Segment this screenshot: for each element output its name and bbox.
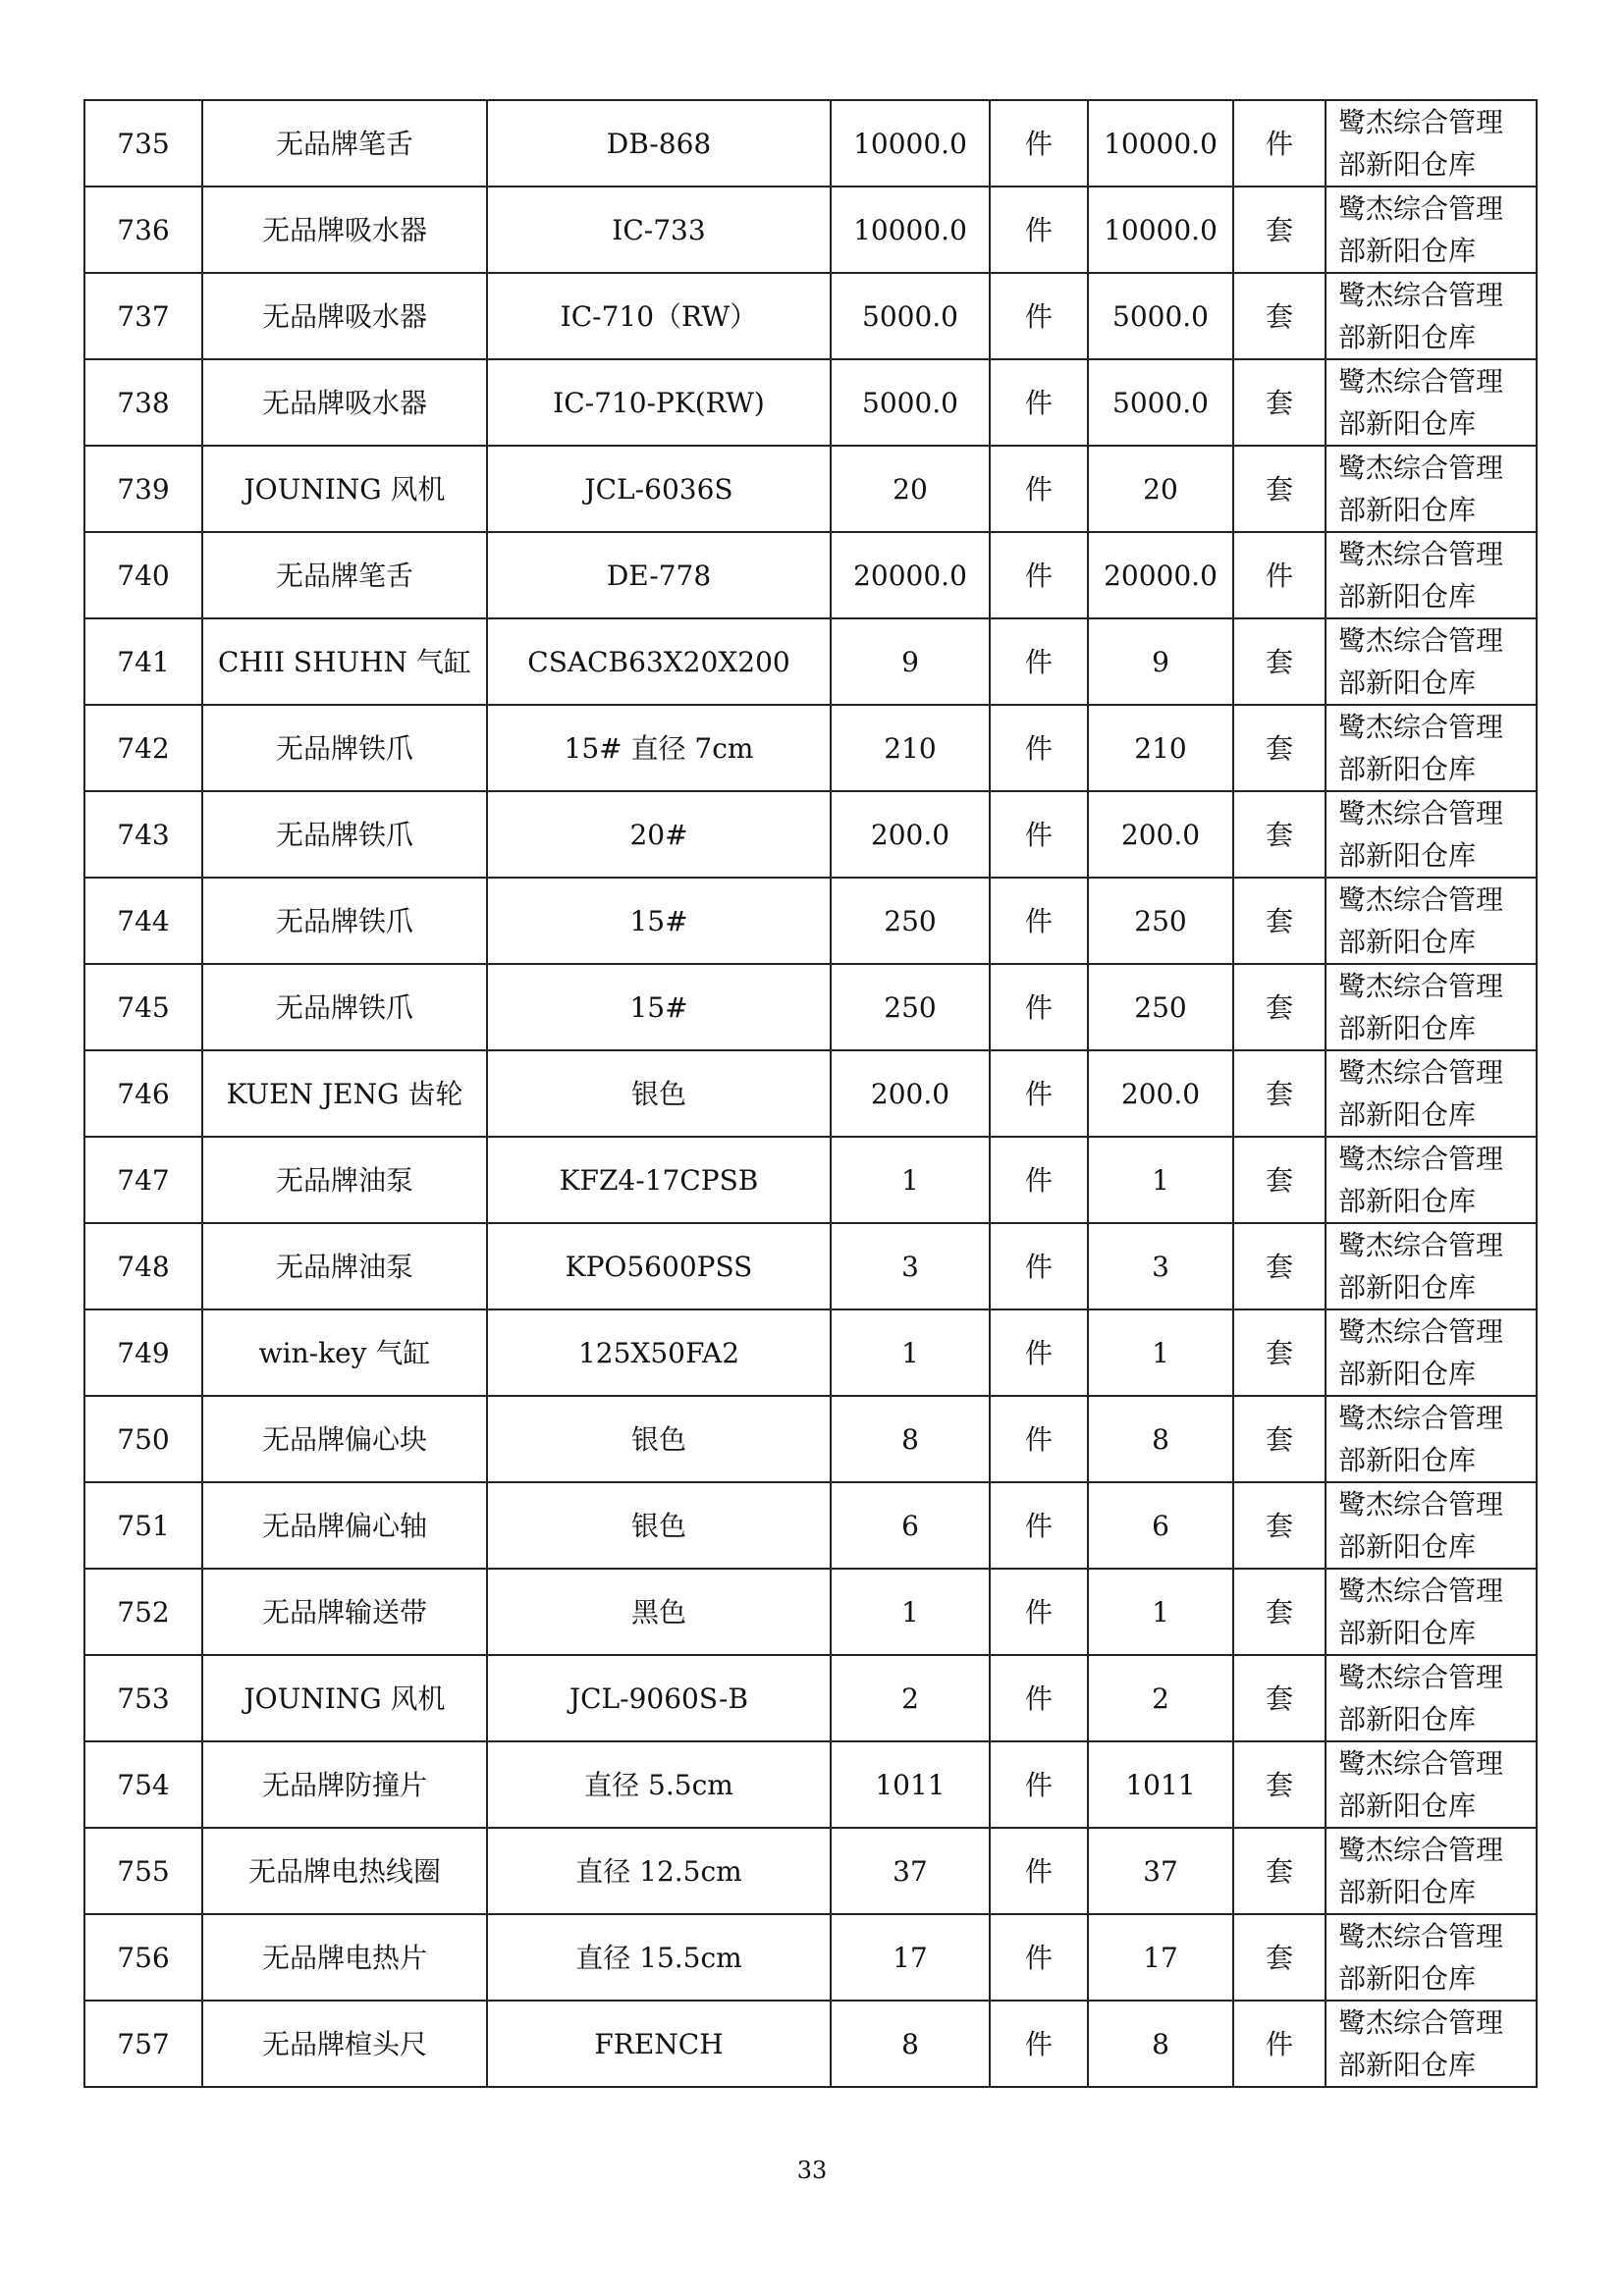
- location-cell: [1326, 618, 1537, 705]
- location-line: 部新阳仓库: [1338, 1876, 1477, 1908]
- location-cell: [1326, 1828, 1537, 1914]
- item-spec-cell: IC-733: [487, 187, 831, 273]
- unit-cell: 件: [1233, 100, 1326, 187]
- item-number-cell: 748: [84, 1223, 202, 1309]
- location-cell: [1326, 705, 1537, 791]
- item-spec-cell: 15#: [487, 964, 831, 1050]
- quantity-cell: 17: [831, 1914, 990, 2001]
- item-number-cell: 744: [84, 878, 202, 964]
- quantity-cell: 1: [831, 1569, 990, 1655]
- location-cell: [1326, 446, 1537, 532]
- quantity-cell: 210: [831, 705, 990, 791]
- unit-cell: 件: [990, 2001, 1088, 2087]
- quantity-cell: 2: [1088, 1655, 1233, 1741]
- item-spec-cell: CSACB63X20X200: [487, 618, 831, 705]
- item-spec-cell: 银色: [487, 1396, 831, 1482]
- inventory-table: [83, 99, 1538, 2088]
- item-name-cell: 无品牌铁爪: [202, 878, 487, 964]
- item-spec-cell: IC-710-PK(RW): [487, 359, 831, 446]
- item-spec-cell: 15# 直径 7cm: [487, 705, 831, 791]
- location-line: 鹭杰综合管理: [1338, 883, 1504, 916]
- unit-cell: 套: [1233, 705, 1326, 791]
- quantity-cell: 1: [1088, 1309, 1233, 1396]
- quantity-cell: 8: [1088, 2001, 1233, 2087]
- quantity-cell: 5000.0: [1088, 359, 1233, 446]
- item-spec-cell: DB-868: [487, 100, 831, 187]
- unit-cell: 件: [990, 1828, 1088, 1914]
- item-number-cell: 750: [84, 1396, 202, 1482]
- unit-cell: 件: [990, 1655, 1088, 1741]
- quantity-cell: 5000.0: [1088, 273, 1233, 359]
- quantity-cell: 3: [831, 1223, 990, 1309]
- item-name-cell: 无品牌铁爪: [202, 705, 487, 791]
- item-number-cell: 756: [84, 1914, 202, 2001]
- quantity-cell: 1: [831, 1137, 990, 1223]
- item-spec-cell: 20#: [487, 791, 831, 878]
- location-cell: [1326, 1137, 1537, 1223]
- unit-cell: 件: [990, 878, 1088, 964]
- table-row: [84, 705, 1537, 791]
- location-line: 部新阳仓库: [1338, 839, 1477, 872]
- location-line: 部新阳仓库: [1338, 753, 1477, 785]
- location-cell: [1326, 964, 1537, 1050]
- unit-cell: 套: [1233, 446, 1326, 532]
- item-name-cell: JOUNING 风机: [202, 446, 487, 532]
- unit-cell: 件: [990, 1050, 1088, 1137]
- item-name-cell: 无品牌铁爪: [202, 791, 487, 878]
- unit-cell: 套: [1233, 273, 1326, 359]
- item-name-cell: 无品牌电热线圈: [202, 1828, 487, 1914]
- table-row: [84, 1137, 1537, 1223]
- unit-cell: 件: [1233, 532, 1326, 618]
- quantity-cell: 10000.0: [831, 100, 990, 187]
- quantity-cell: 1: [831, 1309, 990, 1396]
- table-row: [84, 1223, 1537, 1309]
- location-line: 鹭杰综合管理: [1338, 1143, 1504, 1175]
- quantity-cell: 20000.0: [831, 532, 990, 618]
- quantity-cell: 1011: [1088, 1741, 1233, 1828]
- location-line: 鹭杰综合管理: [1338, 192, 1504, 225]
- item-spec-cell: FRENCH: [487, 2001, 831, 2087]
- quantity-cell: 8: [831, 1396, 990, 1482]
- unit-cell: 件: [990, 1914, 1088, 2001]
- quantity-cell: 200.0: [831, 791, 990, 878]
- item-number-cell: 754: [84, 1741, 202, 1828]
- location-line: 部新阳仓库: [1338, 2049, 1477, 2081]
- item-number-cell: 738: [84, 359, 202, 446]
- item-name-cell: 无品牌吸水器: [202, 187, 487, 273]
- location-cell: [1326, 1914, 1537, 2001]
- location-line: 鹭杰综合管理: [1338, 1834, 1504, 1866]
- quantity-cell: 5000.0: [831, 359, 990, 446]
- item-name-cell: 无品牌笔舌: [202, 100, 487, 187]
- location-cell: [1326, 1223, 1537, 1309]
- quantity-cell: 10000.0: [1088, 100, 1233, 187]
- item-number-cell: 737: [84, 273, 202, 359]
- item-number-cell: 749: [84, 1309, 202, 1396]
- item-name-cell: 无品牌吸水器: [202, 359, 487, 446]
- location-line: 部新阳仓库: [1338, 1530, 1477, 1563]
- quantity-cell: 5000.0: [831, 273, 990, 359]
- quantity-cell: 1011: [831, 1741, 990, 1828]
- table-row: [84, 1569, 1537, 1655]
- location-line: 鹭杰综合管理: [1338, 106, 1504, 138]
- table-row: [84, 878, 1537, 964]
- unit-cell: 套: [1233, 1137, 1326, 1223]
- location-cell: [1326, 1050, 1537, 1137]
- unit-cell: 套: [1233, 1396, 1326, 1482]
- location-cell: [1326, 532, 1537, 618]
- unit-cell: 件: [990, 359, 1088, 446]
- unit-cell: 件: [990, 964, 1088, 1050]
- quantity-cell: 6: [831, 1482, 990, 1569]
- page-number: 33: [796, 2157, 828, 2184]
- table-row: [84, 187, 1537, 273]
- item-spec-cell: KPO5600PSS: [487, 1223, 831, 1309]
- table-row: [84, 446, 1537, 532]
- item-name-cell: 无品牌吸水器: [202, 273, 487, 359]
- item-number-cell: 735: [84, 100, 202, 187]
- item-spec-cell: IC-710（RW）: [487, 273, 831, 359]
- location-cell: [1326, 1741, 1537, 1828]
- unit-cell: 套: [1233, 1569, 1326, 1655]
- quantity-cell: 250: [1088, 964, 1233, 1050]
- location-line: 鹭杰综合管理: [1338, 1402, 1504, 1434]
- table-row: [84, 273, 1537, 359]
- unit-cell: 套: [1233, 1914, 1326, 2001]
- location-line: 部新阳仓库: [1338, 494, 1477, 526]
- location-cell: [1326, 359, 1537, 446]
- unit-cell: 套: [1233, 359, 1326, 446]
- location-line: 鹭杰综合管理: [1338, 1488, 1504, 1521]
- location-line: 部新阳仓库: [1338, 235, 1477, 267]
- item-number-cell: 739: [84, 446, 202, 532]
- quantity-cell: 200.0: [1088, 1050, 1233, 1137]
- quantity-cell: 37: [1088, 1828, 1233, 1914]
- item-number-cell: 743: [84, 791, 202, 878]
- table-row: [84, 1741, 1537, 1828]
- quantity-cell: 3: [1088, 1223, 1233, 1309]
- location-line: 部新阳仓库: [1338, 926, 1477, 958]
- unit-cell: 件: [990, 273, 1088, 359]
- quantity-cell: 9: [1088, 618, 1233, 705]
- quantity-cell: 9: [831, 618, 990, 705]
- unit-cell: 件: [990, 1137, 1088, 1223]
- location-line: 部新阳仓库: [1338, 1358, 1477, 1390]
- unit-cell: 套: [1233, 791, 1326, 878]
- location-cell: [1326, 1655, 1537, 1741]
- table-row: [84, 1914, 1537, 2001]
- table-row: [84, 1050, 1537, 1137]
- item-number-cell: 746: [84, 1050, 202, 1137]
- location-line: 鹭杰综合管理: [1338, 1661, 1504, 1693]
- quantity-cell: 20: [1088, 446, 1233, 532]
- unit-cell: 套: [1233, 964, 1326, 1050]
- unit-cell: 套: [1233, 1655, 1326, 1741]
- item-name-cell: win-key 气缸: [202, 1309, 487, 1396]
- quantity-cell: 20: [831, 446, 990, 532]
- quantity-cell: 200.0: [1088, 791, 1233, 878]
- item-number-cell: 742: [84, 705, 202, 791]
- item-name-cell: 无品牌偏心块: [202, 1396, 487, 1482]
- item-spec-cell: JCL-6036S: [487, 446, 831, 532]
- location-line: 部新阳仓库: [1338, 1962, 1477, 1995]
- location-line: 鹭杰综合管理: [1338, 538, 1504, 570]
- unit-cell: 件: [990, 618, 1088, 705]
- unit-cell: 套: [1233, 1741, 1326, 1828]
- item-spec-cell: 银色: [487, 1482, 831, 1569]
- location-line: 鹭杰综合管理: [1338, 1315, 1504, 1348]
- quantity-cell: 17: [1088, 1914, 1233, 2001]
- quantity-cell: 10000.0: [1088, 187, 1233, 273]
- unit-cell: 套: [1233, 1223, 1326, 1309]
- quantity-cell: 37: [831, 1828, 990, 1914]
- location-line: 部新阳仓库: [1338, 1617, 1477, 1649]
- unit-cell: 件: [990, 187, 1088, 273]
- location-cell: [1326, 2001, 1537, 2087]
- location-line: 鹭杰综合管理: [1338, 1056, 1504, 1089]
- location-cell: [1326, 878, 1537, 964]
- location-line: 部新阳仓库: [1338, 407, 1477, 440]
- table-row: [84, 618, 1537, 705]
- location-line: 鹭杰综合管理: [1338, 365, 1504, 398]
- table-row: [84, 964, 1537, 1050]
- item-name-cell: 无品牌电热片: [202, 1914, 487, 2001]
- location-line: 部新阳仓库: [1338, 1098, 1477, 1131]
- item-spec-cell: 黑色: [487, 1569, 831, 1655]
- quantity-cell: 10000.0: [831, 187, 990, 273]
- table-row: [84, 1828, 1537, 1914]
- item-number-cell: 753: [84, 1655, 202, 1741]
- unit-cell: 件: [990, 705, 1088, 791]
- location-line: 部新阳仓库: [1338, 1703, 1477, 1735]
- location-line: 部新阳仓库: [1338, 1271, 1477, 1304]
- unit-cell: 套: [1233, 1828, 1326, 1914]
- item-name-cell: 无品牌偏心轴: [202, 1482, 487, 1569]
- unit-cell: 套: [1233, 187, 1326, 273]
- table-row: [84, 2001, 1537, 2087]
- item-number-cell: 747: [84, 1137, 202, 1223]
- location-cell: [1326, 1482, 1537, 1569]
- unit-cell: 套: [1233, 1309, 1326, 1396]
- item-name-cell: 无品牌铁爪: [202, 964, 487, 1050]
- item-name-cell: CHII SHUHN 气缸: [202, 618, 487, 705]
- quantity-cell: 1: [1088, 1137, 1233, 1223]
- location-line: 部新阳仓库: [1338, 667, 1477, 699]
- table-row: [84, 1396, 1537, 1482]
- location-cell: [1326, 791, 1537, 878]
- unit-cell: 件: [990, 791, 1088, 878]
- unit-cell: 套: [1233, 878, 1326, 964]
- quantity-cell: 2: [831, 1655, 990, 1741]
- unit-cell: 件: [990, 1741, 1088, 1828]
- location-line: 鹭杰综合管理: [1338, 1920, 1504, 1952]
- item-spec-cell: 125X50FA2: [487, 1309, 831, 1396]
- location-line: 部新阳仓库: [1338, 321, 1477, 353]
- item-spec-cell: 直径 15.5cm: [487, 1914, 831, 2001]
- item-spec-cell: 直径 5.5cm: [487, 1741, 831, 1828]
- unit-cell: 件: [990, 1482, 1088, 1569]
- unit-cell: 件: [990, 446, 1088, 532]
- table-row: [84, 791, 1537, 878]
- table-row: [84, 532, 1537, 618]
- item-spec-cell: KFZ4-17CPSB: [487, 1137, 831, 1223]
- location-cell: [1326, 273, 1537, 359]
- quantity-cell: 200.0: [831, 1050, 990, 1137]
- table-body: [84, 100, 1537, 2087]
- location-cell: [1326, 1569, 1537, 1655]
- unit-cell: 件: [990, 532, 1088, 618]
- item-number-cell: 740: [84, 532, 202, 618]
- location-line: 鹭杰综合管理: [1338, 279, 1504, 311]
- quantity-cell: 1: [1088, 1569, 1233, 1655]
- unit-cell: 件: [990, 100, 1088, 187]
- item-name-cell: 无品牌楦头尺: [202, 2001, 487, 2087]
- unit-cell: 套: [1233, 1482, 1326, 1569]
- unit-cell: 件: [990, 1223, 1088, 1309]
- quantity-cell: 8: [831, 2001, 990, 2087]
- location-cell: [1326, 1309, 1537, 1396]
- item-name-cell: 无品牌油泵: [202, 1137, 487, 1223]
- quantity-cell: 8: [1088, 1396, 1233, 1482]
- table-row: [84, 1655, 1537, 1741]
- item-number-cell: 736: [84, 187, 202, 273]
- location-line: 鹭杰综合管理: [1338, 797, 1504, 829]
- item-name-cell: KUEN JENG 齿轮: [202, 1050, 487, 1137]
- quantity-cell: 210: [1088, 705, 1233, 791]
- location-line: 鹭杰综合管理: [1338, 1229, 1504, 1261]
- location-line: 鹭杰综合管理: [1338, 624, 1504, 657]
- location-line: 部新阳仓库: [1338, 1012, 1477, 1044]
- unit-cell: 套: [1233, 618, 1326, 705]
- unit-cell: 套: [1233, 1050, 1326, 1137]
- unit-cell: 件: [990, 1396, 1088, 1482]
- item-spec-cell: DE-778: [487, 532, 831, 618]
- item-name-cell: 无品牌油泵: [202, 1223, 487, 1309]
- item-number-cell: 755: [84, 1828, 202, 1914]
- item-number-cell: 757: [84, 2001, 202, 2087]
- item-number-cell: 745: [84, 964, 202, 1050]
- location-line: 部新阳仓库: [1338, 580, 1477, 613]
- item-name-cell: JOUNING 风机: [202, 1655, 487, 1741]
- table-row: [84, 100, 1537, 187]
- location-line: 鹭杰综合管理: [1338, 970, 1504, 1002]
- location-cell: [1326, 1396, 1537, 1482]
- quantity-cell: 250: [1088, 878, 1233, 964]
- location-line: 部新阳仓库: [1338, 1444, 1477, 1476]
- table-row: [84, 1482, 1537, 1569]
- unit-cell: 件: [990, 1569, 1088, 1655]
- item-spec-cell: 15#: [487, 878, 831, 964]
- item-name-cell: 无品牌防撞片: [202, 1741, 487, 1828]
- location-cell: [1326, 187, 1537, 273]
- quantity-cell: 250: [831, 878, 990, 964]
- quantity-cell: 250: [831, 964, 990, 1050]
- quantity-cell: 6: [1088, 1482, 1233, 1569]
- item-spec-cell: 银色: [487, 1050, 831, 1137]
- location-line: 鹭杰综合管理: [1338, 1747, 1504, 1780]
- location-line: 部新阳仓库: [1338, 148, 1477, 181]
- item-number-cell: 752: [84, 1569, 202, 1655]
- location-line: 鹭杰综合管理: [1338, 452, 1504, 484]
- location-line: 鹭杰综合管理: [1338, 1575, 1504, 1607]
- location-line: 鹭杰综合管理: [1338, 2006, 1504, 2039]
- item-name-cell: 无品牌笔舌: [202, 532, 487, 618]
- unit-cell: 件: [990, 1309, 1088, 1396]
- unit-cell: 件: [1233, 2001, 1326, 2087]
- table-row: [84, 1309, 1537, 1396]
- item-spec-cell: 直径 12.5cm: [487, 1828, 831, 1914]
- location-line: 鹭杰综合管理: [1338, 711, 1504, 743]
- location-line: 部新阳仓库: [1338, 1789, 1477, 1822]
- table-row: [84, 359, 1537, 446]
- quantity-cell: 20000.0: [1088, 532, 1233, 618]
- item-spec-cell: JCL-9060S-B: [487, 1655, 831, 1741]
- item-number-cell: 751: [84, 1482, 202, 1569]
- location-cell: [1326, 100, 1537, 187]
- location-line: 部新阳仓库: [1338, 1185, 1477, 1217]
- item-name-cell: 无品牌输送带: [202, 1569, 487, 1655]
- item-number-cell: 741: [84, 618, 202, 705]
